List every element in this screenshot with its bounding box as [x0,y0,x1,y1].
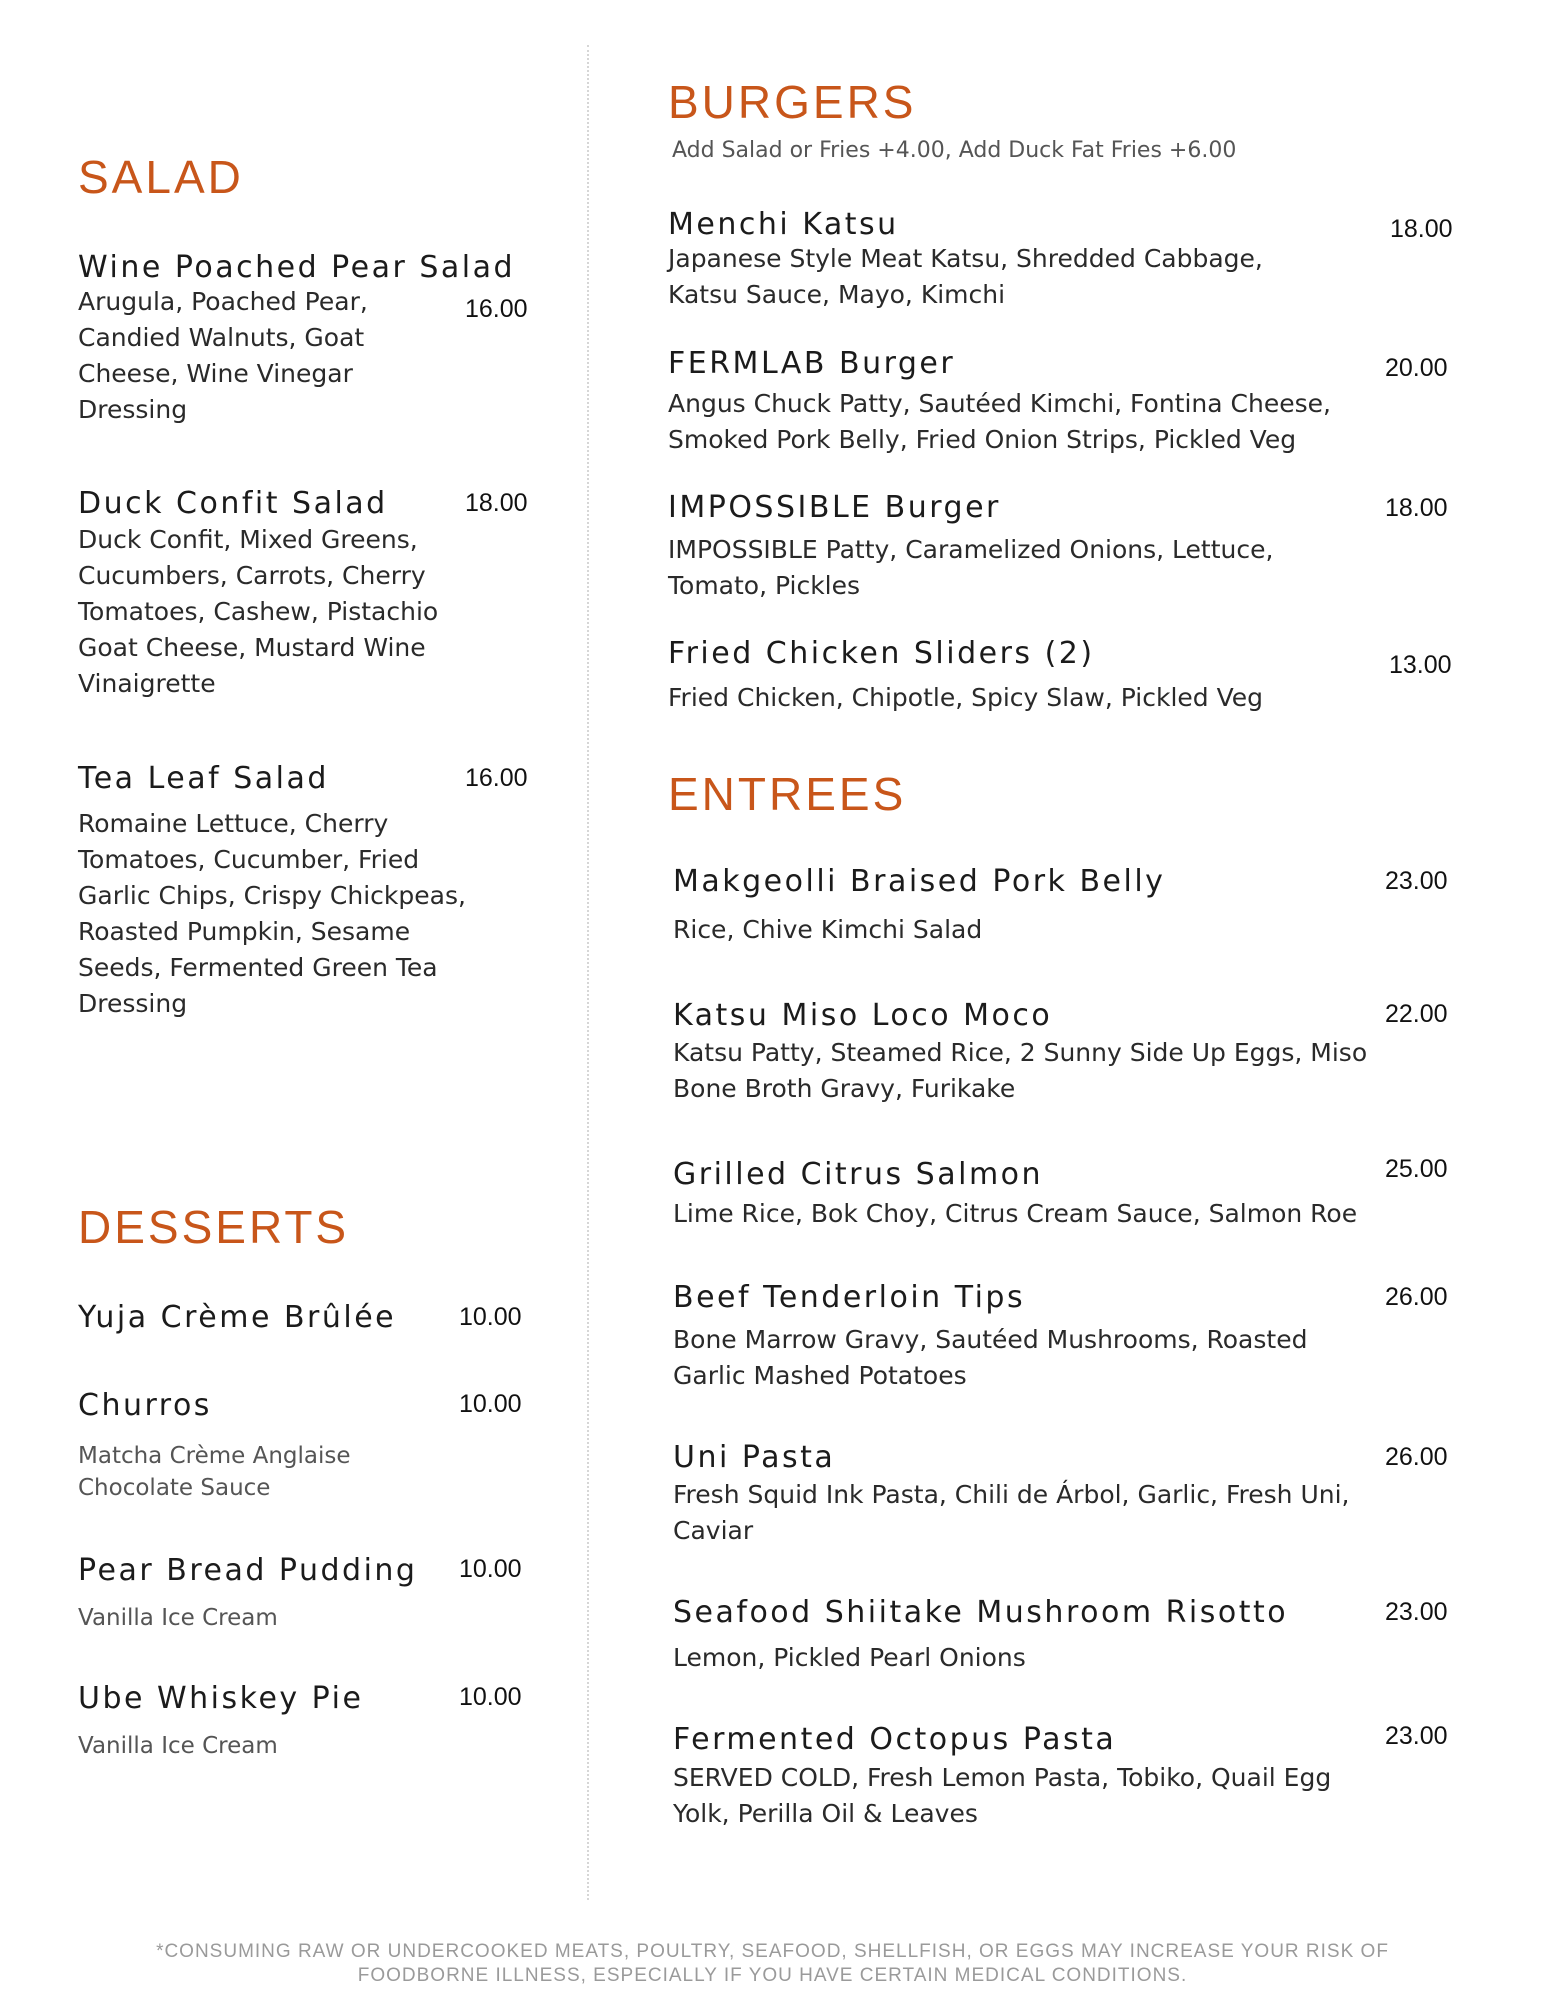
burger-item-price: 18.00 [1390,215,1453,243]
burger-item-name: IMPOSSIBLE Burger [668,490,1001,525]
entree-item-name: Katsu Miso Loco Moco [673,998,1053,1033]
entree-item-name: Uni Pasta [673,1440,836,1475]
entrees-heading: ENTREES [668,768,907,820]
salad-item-price: 18.00 [465,489,528,517]
burger-item-desc: Angus Chuck Patty, Sautéed Kimchi, Fontina Cheese, [668,389,1331,418]
entree-item-desc: Katsu Patty, Steamed Rice, 2 Sunny Side Up Eggs, Miso [673,1038,1368,1067]
entree-item-price: 23.00 [1385,1722,1448,1750]
entree-item-price: 22.00 [1385,1000,1448,1028]
burger-item-desc: IMPOSSIBLE Patty, Caramelized Onions, Lettuce, [668,535,1274,564]
entree-item-name: Seafood Shiitake Mushroom Risotto [673,1595,1289,1630]
salad-item-name: Tea Leaf Salad [78,761,329,796]
entree-item-name: Makgeolli Braised Pork Belly [673,864,1166,899]
entree-item-desc: SERVED COLD, Fresh Lemon Pasta, Tobiko, Quail Egg [673,1763,1332,1792]
entree-item-desc: Lemon, Pickled Pearl Onions [673,1643,1026,1672]
salad-item-price: 16.00 [465,295,528,323]
entree-item-name: Fermented Octopus Pasta [673,1722,1117,1757]
burger-item-price: 20.00 [1385,354,1448,382]
dessert-item-price: 10.00 [459,1390,522,1418]
desserts-heading: DESSERTS [78,1201,350,1253]
burger-item-name: Fried Chicken Sliders (2) [668,636,1095,671]
burgers-heading: BURGERS [668,76,917,128]
dessert-item-name: Ube Whiskey Pie [78,1681,364,1716]
entree-item-desc: Fresh Squid Ink Pasta, Chili de Árbol, Garlic, Fresh Uni, [673,1480,1350,1509]
dessert-item-price: 10.00 [459,1555,522,1583]
burger-item-price: 13.00 [1389,651,1452,679]
entree-item-desc: Yolk, Perilla Oil & Leaves [673,1799,978,1828]
burger-item-price: 18.00 [1385,494,1448,522]
burger-item-desc: Tomato, Pickles [668,571,861,600]
entree-item-name: Beef Tenderloin Tips [673,1280,1026,1315]
entree-item-desc: Bone Broth Gravy, Furikake [673,1074,1016,1103]
salad-item-desc: Romaine Lettuce, Cherry Tomatoes, Cucumber, Fried Garlic Chips, Crispy Chickpeas, Roasted Pumpkin, Sesame Seeds, Fermented Green Tea Dressing [78,809,466,1018]
dessert-item-price: 10.00 [459,1683,522,1711]
entree-item-name: Grilled Citrus Salmon [673,1157,1044,1192]
entree-item-price: 26.00 [1385,1283,1448,1311]
entree-item-price: 26.00 [1385,1443,1448,1471]
salad-item-name: Wine Poached Pear Salad [78,250,516,285]
entree-item-desc: Lime Rice, Bok Choy, Citrus Cream Sauce, Salmon Roe [673,1199,1358,1228]
entree-item-desc: Garlic Mashed Potatoes [673,1361,967,1390]
entree-item-price: 23.00 [1385,867,1448,895]
dessert-item-desc: Matcha Crème Anglaise [78,1443,351,1469]
salad-item-desc: Arugula, Poached Pear, [78,287,368,316]
dessert-item-desc: Vanilla Ice Cream [78,1605,278,1631]
burger-item-name: Menchi Katsu [668,207,899,242]
salad-item-name: Duck Confit Salad [78,486,388,521]
health-disclaimer-line: FOODBORNE ILLNESS, ESPECIALLY IF YOU HAVE CERTAIN MEDICAL CONDITIONS. [357,1965,1188,1986]
dessert-item-name: Pear Bread Pudding [78,1553,418,1588]
entree-item-price: 25.00 [1385,1155,1448,1183]
burger-item-desc: Fried Chicken, Chipotle, Spicy Slaw, Pickled Veg [668,683,1264,712]
entree-item-price: 23.00 [1385,1598,1448,1626]
salad-item-price: 16.00 [465,764,528,792]
dessert-item-name: Churros [78,1388,212,1423]
entree-item-desc: Bone Marrow Gravy, Sautéed Mushrooms, Roasted [673,1325,1308,1354]
burger-item-desc: Katsu Sauce, Mayo, Kimchi [668,280,1006,309]
health-disclaimer-line: *CONSUMING RAW OR UNDERCOOKED MEATS, POULTRY, SEAFOOD, SHELLFISH, OR EGGS MAY INCREASE YOUR RISK OF [156,1941,1389,1962]
column-divider [587,45,589,1900]
burger-item-name: FERMLAB Burger [668,346,956,381]
salad-item-desc: Candied Walnuts, Goat Cheese, Wine Vinegar Dressing [78,323,365,424]
dessert-item-price: 10.00 [459,1303,522,1331]
entree-item-desc: Caviar [673,1516,754,1545]
dessert-item-name: Yuja Crème Brûlée [78,1300,397,1335]
health-disclaimer [0,1940,1545,1988]
dessert-item-desc: Vanilla Ice Cream [78,1733,278,1759]
salad-heading: SALAD [78,151,244,203]
entree-item-desc: Rice, Chive Kimchi Salad [673,915,983,944]
burgers-add-on-note: Add Salad or Fries +4.00, Add Duck Fat Fries +6.00 [672,138,1237,163]
burger-item-desc: Smoked Pork Belly, Fried Onion Strips, Pickled Veg [668,425,1297,454]
salad-item-desc: Duck Confit, Mixed Greens, Cucumbers, Carrots, Cherry Tomatoes, Cashew, Pistachio Goat Cheese, Mustard Wine Vinaigrette [78,525,439,698]
dessert-item-desc: Chocolate Sauce [78,1475,271,1501]
burger-item-desc: Japanese Style Meat Katsu, Shredded Cabbage, [668,244,1263,273]
